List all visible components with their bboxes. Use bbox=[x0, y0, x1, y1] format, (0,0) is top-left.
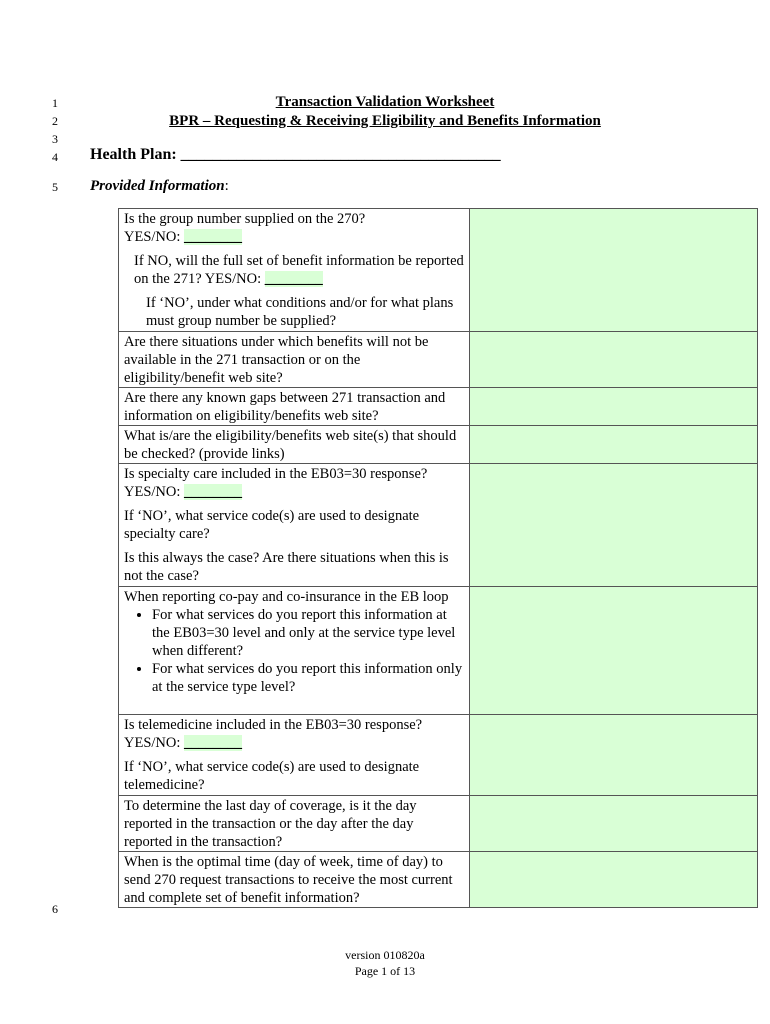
question-text: If ‘NO’, what service code(s) are used to designate specialty care? bbox=[124, 508, 420, 542]
bullet-list bbox=[124, 606, 464, 696]
table-row bbox=[119, 388, 758, 426]
footer-version: version 010820a bbox=[345, 948, 425, 962]
question-text: When is the optimal time (day of week, time of day) to send 270 request transactions to receive the most current and complete set of benefit information? bbox=[124, 854, 453, 906]
question-cell bbox=[119, 715, 470, 796]
question-cell bbox=[119, 587, 470, 715]
table-row bbox=[119, 715, 758, 796]
table-row bbox=[119, 426, 758, 464]
table-row bbox=[119, 464, 758, 587]
question-subtext: If NO, will the full set of benefit information be reported on the 271? YES/NO: bbox=[134, 253, 464, 287]
health-plan-field bbox=[90, 146, 501, 164]
answer-cell[interactable] bbox=[470, 796, 758, 852]
question-cell bbox=[119, 464, 470, 587]
question-text: Is telemedicine included in the EB03=30 response? bbox=[124, 717, 423, 733]
answer-cell[interactable] bbox=[470, 852, 758, 908]
bullet-item: • For what services do you report this information at the EB03=30 level and only at the service type level when different? bbox=[152, 606, 464, 660]
answer-cell[interactable] bbox=[470, 209, 758, 332]
yes-no-label: YES/NO: bbox=[124, 735, 181, 751]
line-number: 5 bbox=[52, 180, 58, 194]
provided-information-label: Provided Information bbox=[90, 178, 225, 194]
question-text: When reporting co-pay and co-insurance in the EB loop bbox=[124, 589, 449, 605]
worksheet-table bbox=[118, 208, 758, 908]
question-text: Is the group number supplied on the 270? bbox=[124, 211, 366, 227]
yes-no-line bbox=[124, 483, 464, 501]
question-cell bbox=[119, 426, 470, 464]
question-cell bbox=[119, 332, 470, 388]
document-subtitle: BPR – Requesting & Receiving Eligibility and Benefits Information bbox=[169, 113, 601, 129]
answer-cell[interactable] bbox=[470, 426, 758, 464]
document-title: Transaction Validation Worksheet bbox=[275, 94, 495, 110]
question-text: To determine the last day of coverage, is it the day reported in the transaction or the day after the day reported in the transaction? bbox=[124, 798, 417, 850]
question-text: What is/are the eligibility/benefits web site(s) that should be checked? (provide links) bbox=[124, 428, 457, 462]
answer-cell[interactable] bbox=[470, 464, 758, 587]
table-row bbox=[119, 209, 758, 332]
question-text: If ‘NO’, under what conditions and/or for what plans must group number be supplied? bbox=[146, 295, 454, 329]
question-cell bbox=[119, 796, 470, 852]
question-text: Are there situations under which benefits will not be available in the 271 transaction or on the eligibility/benefit web site? bbox=[124, 334, 429, 386]
question-text: Is this always the case? Are there situations when this is not the case? bbox=[124, 550, 449, 584]
yes-no-label: YES/NO: bbox=[124, 229, 181, 245]
line-number: 4 bbox=[52, 150, 58, 164]
question-cell bbox=[119, 388, 470, 426]
yes-no-label: YES/NO: bbox=[124, 484, 181, 500]
question-cell bbox=[119, 852, 470, 908]
bullet-item: • For what services do you report this information only at the service type level? bbox=[152, 660, 464, 696]
provided-information-heading bbox=[90, 178, 229, 195]
line-number: 1 bbox=[52, 96, 58, 110]
health-plan-label: Health Plan: bbox=[90, 146, 177, 163]
question-cell bbox=[119, 209, 470, 332]
table-row bbox=[119, 332, 758, 388]
answer-cell[interactable] bbox=[470, 587, 758, 715]
health-plan-blank[interactable]: ________________________________________ bbox=[180, 146, 501, 163]
question-text: If ‘NO’, what service code(s) are used to designate telemedicine? bbox=[124, 759, 420, 793]
yes-no-line bbox=[124, 734, 464, 752]
answer-cell[interactable] bbox=[470, 388, 758, 426]
provided-information-colon: : bbox=[224, 178, 229, 194]
line-number: 3 bbox=[52, 132, 58, 146]
footer-page-number: Page 1 of 13 bbox=[354, 964, 416, 978]
question-text: Is specialty care included in the EB03=30 response? bbox=[124, 466, 428, 482]
question-text: Are there any known gaps between 271 transaction and information on eligibility/benefits web site? bbox=[124, 390, 446, 424]
line-number: 6 bbox=[52, 902, 58, 916]
answer-cell[interactable] bbox=[470, 332, 758, 388]
table-row bbox=[119, 587, 758, 715]
yes-no-blank[interactable]: ________ bbox=[184, 229, 243, 245]
answer-cell[interactable] bbox=[470, 715, 758, 796]
yes-no-blank[interactable]: ________ bbox=[184, 735, 243, 751]
table-row bbox=[119, 796, 758, 852]
question-text bbox=[124, 252, 464, 288]
yes-no-blank[interactable]: ________ bbox=[264, 271, 323, 287]
line-number: 2 bbox=[52, 114, 58, 128]
table-row bbox=[119, 852, 758, 908]
yes-no-blank[interactable]: ________ bbox=[184, 484, 243, 500]
yes-no-line bbox=[124, 228, 464, 246]
